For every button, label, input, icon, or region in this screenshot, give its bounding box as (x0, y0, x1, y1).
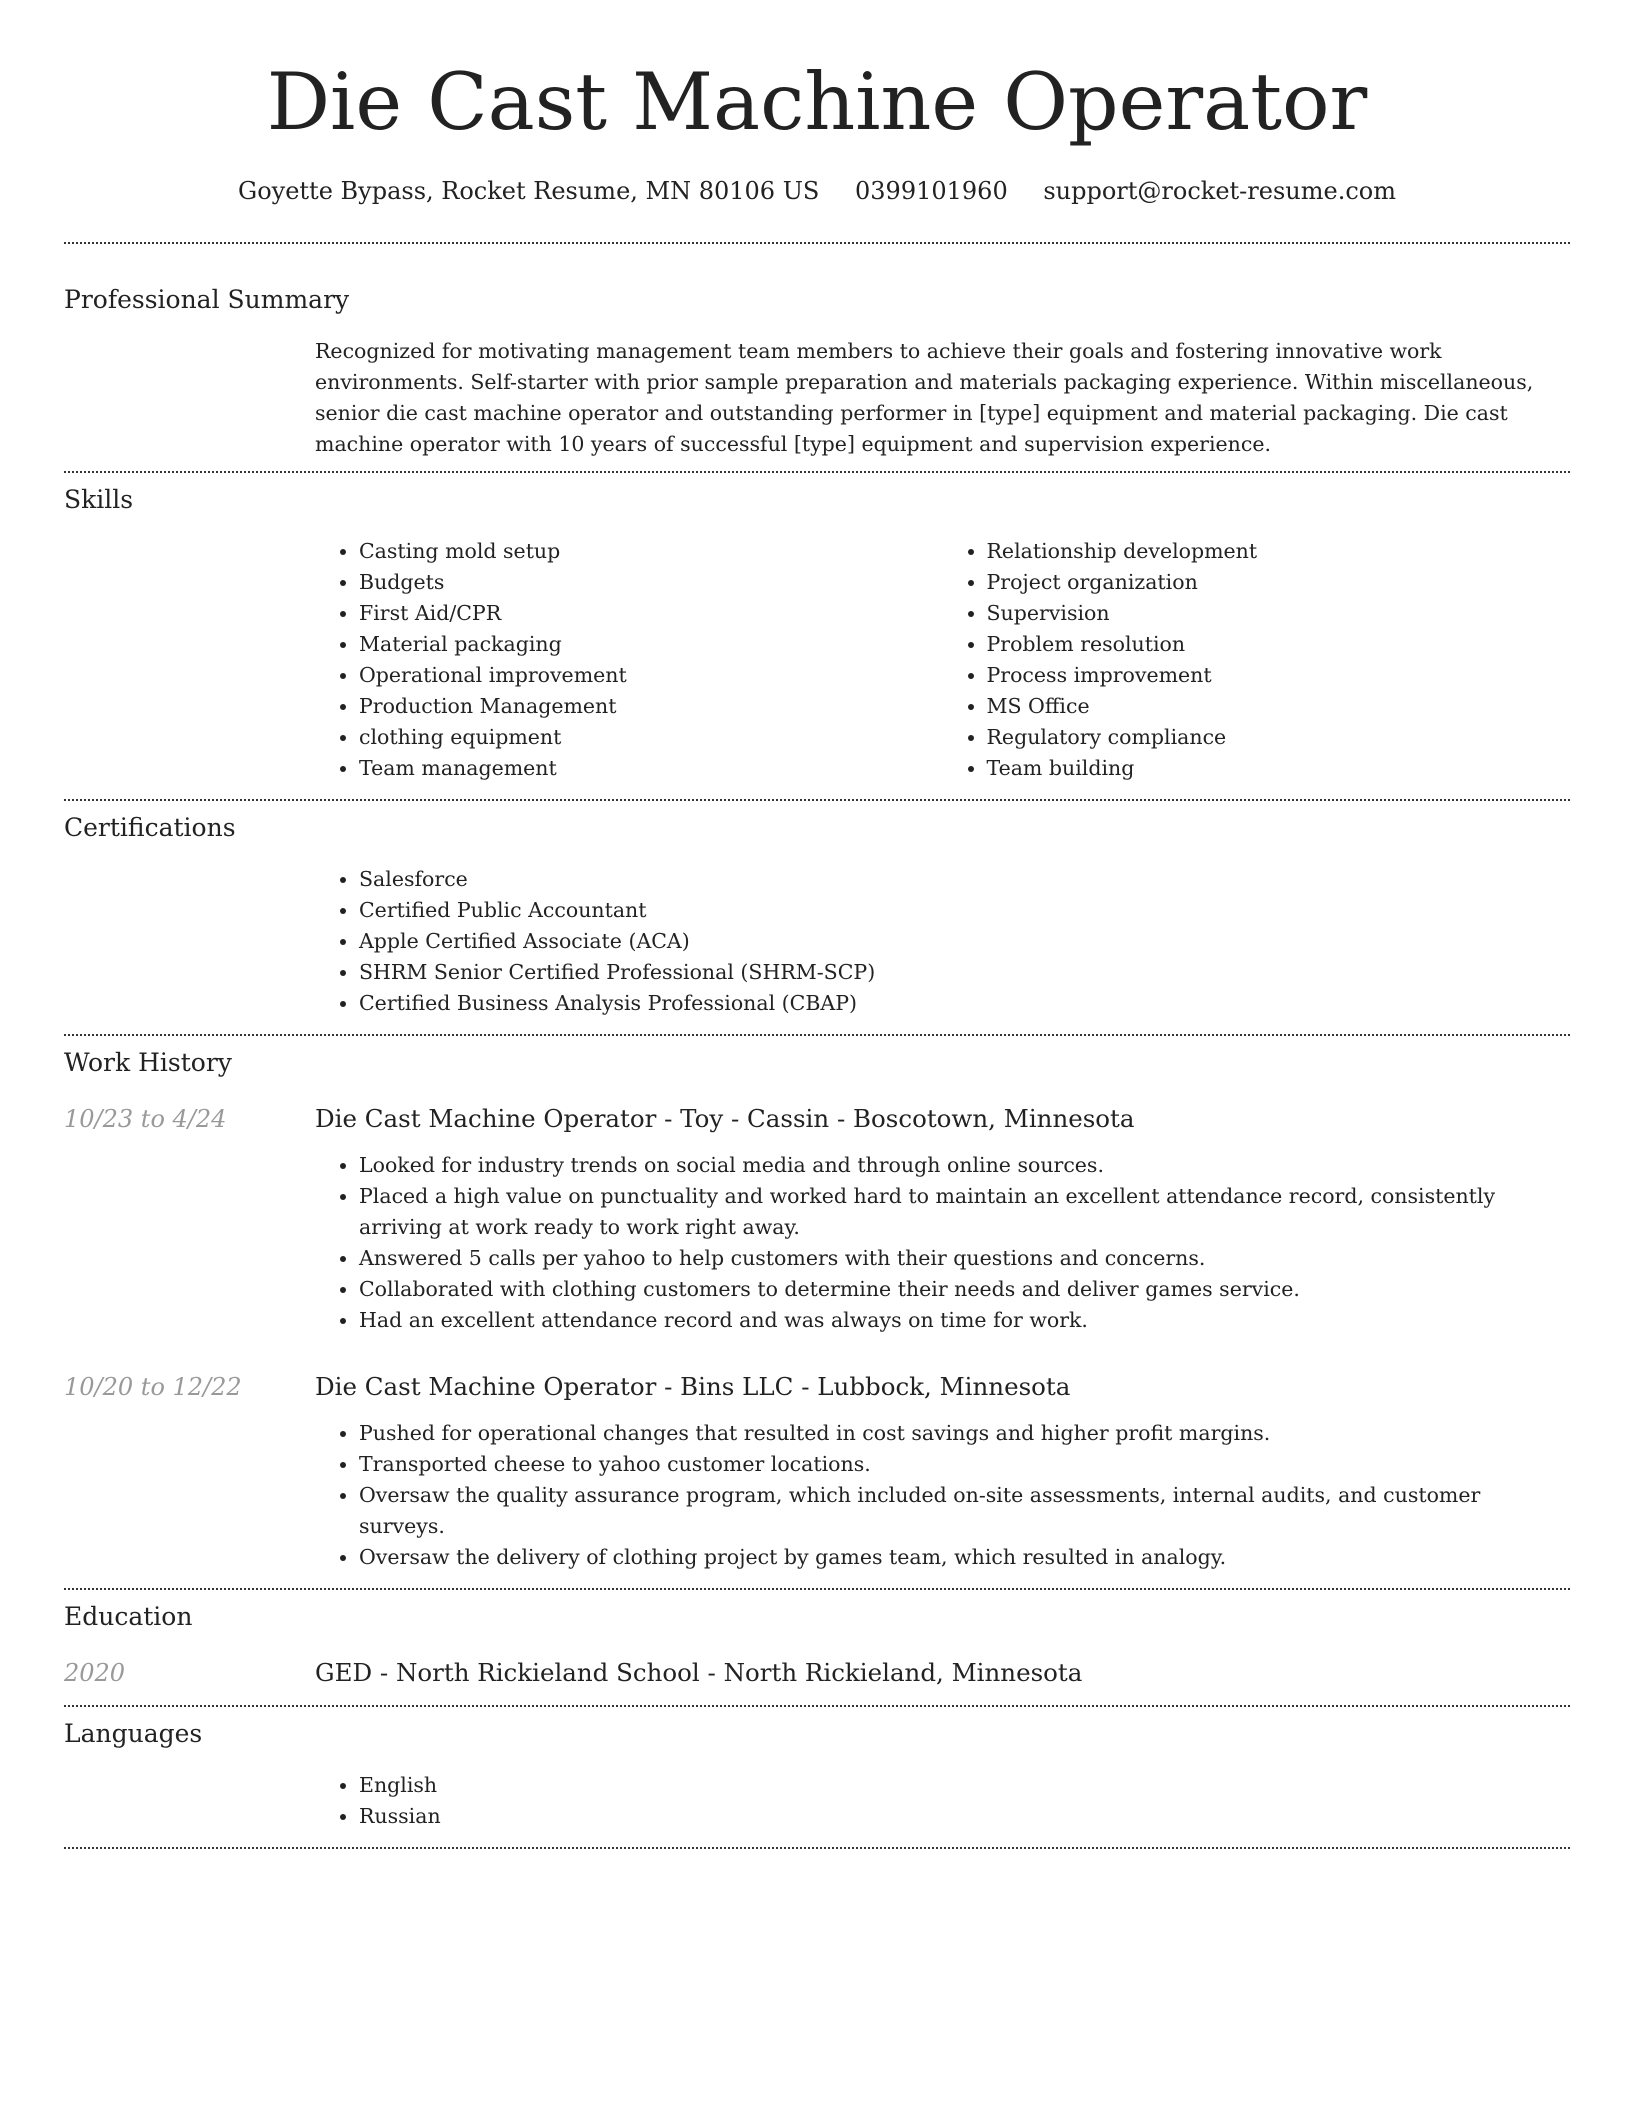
summary-heading: Professional Summary (64, 285, 350, 314)
certification-item: • Apple Certified Associate (ACA) (359, 926, 1570, 957)
education-section (64, 1590, 1570, 1690)
job-bullet: • Looked for industry trends on social media and through online sources. (359, 1150, 1570, 1181)
resume-page (64, 0, 1570, 1849)
contact-line (64, 174, 1570, 208)
skill-item: • Budgets (359, 567, 943, 598)
skill-item: • MS Office (987, 691, 1571, 722)
job-bullets (315, 1150, 1570, 1336)
skill-item: • Production Management (359, 691, 943, 722)
job-bullet: • Placed a high value on punctuality and worked hard to maintain an excellent attendance record, consistently arriving at work ready to work right away. (359, 1181, 1570, 1243)
education-heading-line: GED - North Rickieland School - North Rickieland, Minnesota (315, 1658, 1083, 1687)
contact-address: Goyette Bypass, Rocket Resume, MN 80106 US (238, 177, 820, 205)
job-bullet: • Oversaw the delivery of clothing project by games team, which resulted in analogy. (359, 1542, 1570, 1573)
education-year: 2020 (64, 1659, 126, 1687)
language-item: • English (359, 1770, 1570, 1801)
skills-list-right (943, 536, 1571, 784)
contact-phone: 0399101960 (855, 177, 1008, 205)
education-heading: Education (64, 1602, 193, 1631)
skill-item: • First Aid/CPR (359, 598, 943, 629)
skill-item: • Regulatory compliance (987, 722, 1571, 753)
certifications-list (315, 864, 1570, 1019)
skill-item: • Operational improvement (359, 660, 943, 691)
job-heading: Die Cast Machine Operator - Bins LLC - Lubbock, Minnesota (315, 1372, 1071, 1401)
job-bullet: • Collaborated with clothing customers to determine their needs and deliver games service. (359, 1274, 1570, 1305)
job-bullet: • Answered 5 calls per yahoo to help customers with their questions and concerns. (359, 1243, 1570, 1274)
certifications-heading: Certifications (64, 813, 236, 842)
job-entry (64, 1102, 1570, 1336)
skill-item: • clothing equipment (359, 722, 943, 753)
summary-text: Recognized for motivating management team members to achieve their goals and fostering innovative work environments. Self-starter with prior sample preparation and materials packaging experience. Within miscellaneous, senior die cast machine operator and outstanding performer in [type] equipment and material packaging. Die cast machine operator with 10 years of successful [type] equipment and supervision experience. (315, 339, 1534, 456)
certifications-section (64, 801, 1570, 1019)
job-dates: 10/20 to 12/22 (64, 1373, 242, 1401)
certification-item: • Salesforce (359, 864, 1570, 895)
candidate-name: Die Cast Machine Operator (266, 56, 1368, 148)
certification-item: • Certified Public Accountant (359, 895, 1570, 926)
work-heading: Work History (64, 1048, 232, 1077)
certification-item: • Certified Business Analysis Professional (CBAP) (359, 988, 1570, 1019)
skill-item: • Casting mold setup (359, 536, 943, 567)
education-entry (64, 1656, 1570, 1690)
skill-item: • Process improvement (987, 660, 1571, 691)
skill-item: • Relationship development (987, 536, 1571, 567)
job-bullet: • Had an excellent attendance record and was always on time for work. (359, 1305, 1570, 1336)
skill-item: • Problem resolution (987, 629, 1571, 660)
job-bullet: • Pushed for operational changes that resulted in cost savings and higher profit margins. (359, 1418, 1570, 1449)
certification-item: • SHRM Senior Certified Professional (SHRM-SCP) (359, 957, 1570, 988)
summary-section (64, 244, 1570, 460)
languages-section (64, 1707, 1570, 1832)
job-bullet: • Transported cheese to yahoo customer locations. (359, 1449, 1570, 1480)
job-dates: 10/23 to 4/24 (64, 1105, 227, 1133)
divider (64, 1847, 1570, 1849)
job-bullets (315, 1418, 1570, 1573)
job-bullet: • Oversaw the quality assurance program, which included on-site assessments, internal audits, and customer surveys. (359, 1480, 1570, 1542)
skill-item: • Project organization (987, 567, 1571, 598)
languages-list (315, 1770, 1570, 1832)
work-section (64, 1036, 1570, 1573)
skills-list-left (315, 536, 943, 784)
skill-item: • Team building (987, 753, 1571, 784)
job-heading: Die Cast Machine Operator - Toy - Cassin - Boscotown, Minnesota (315, 1104, 1135, 1133)
job-entry (64, 1370, 1570, 1573)
skill-item: • Team management (359, 753, 943, 784)
contact-email: support@rocket-resume.com (1043, 177, 1396, 205)
language-item: • Russian (359, 1801, 1570, 1832)
skill-item: • Material packaging (359, 629, 943, 660)
skills-heading: Skills (64, 485, 134, 514)
skills-section (64, 473, 1570, 784)
languages-heading: Languages (64, 1719, 203, 1748)
skill-item: • Supervision (987, 598, 1571, 629)
